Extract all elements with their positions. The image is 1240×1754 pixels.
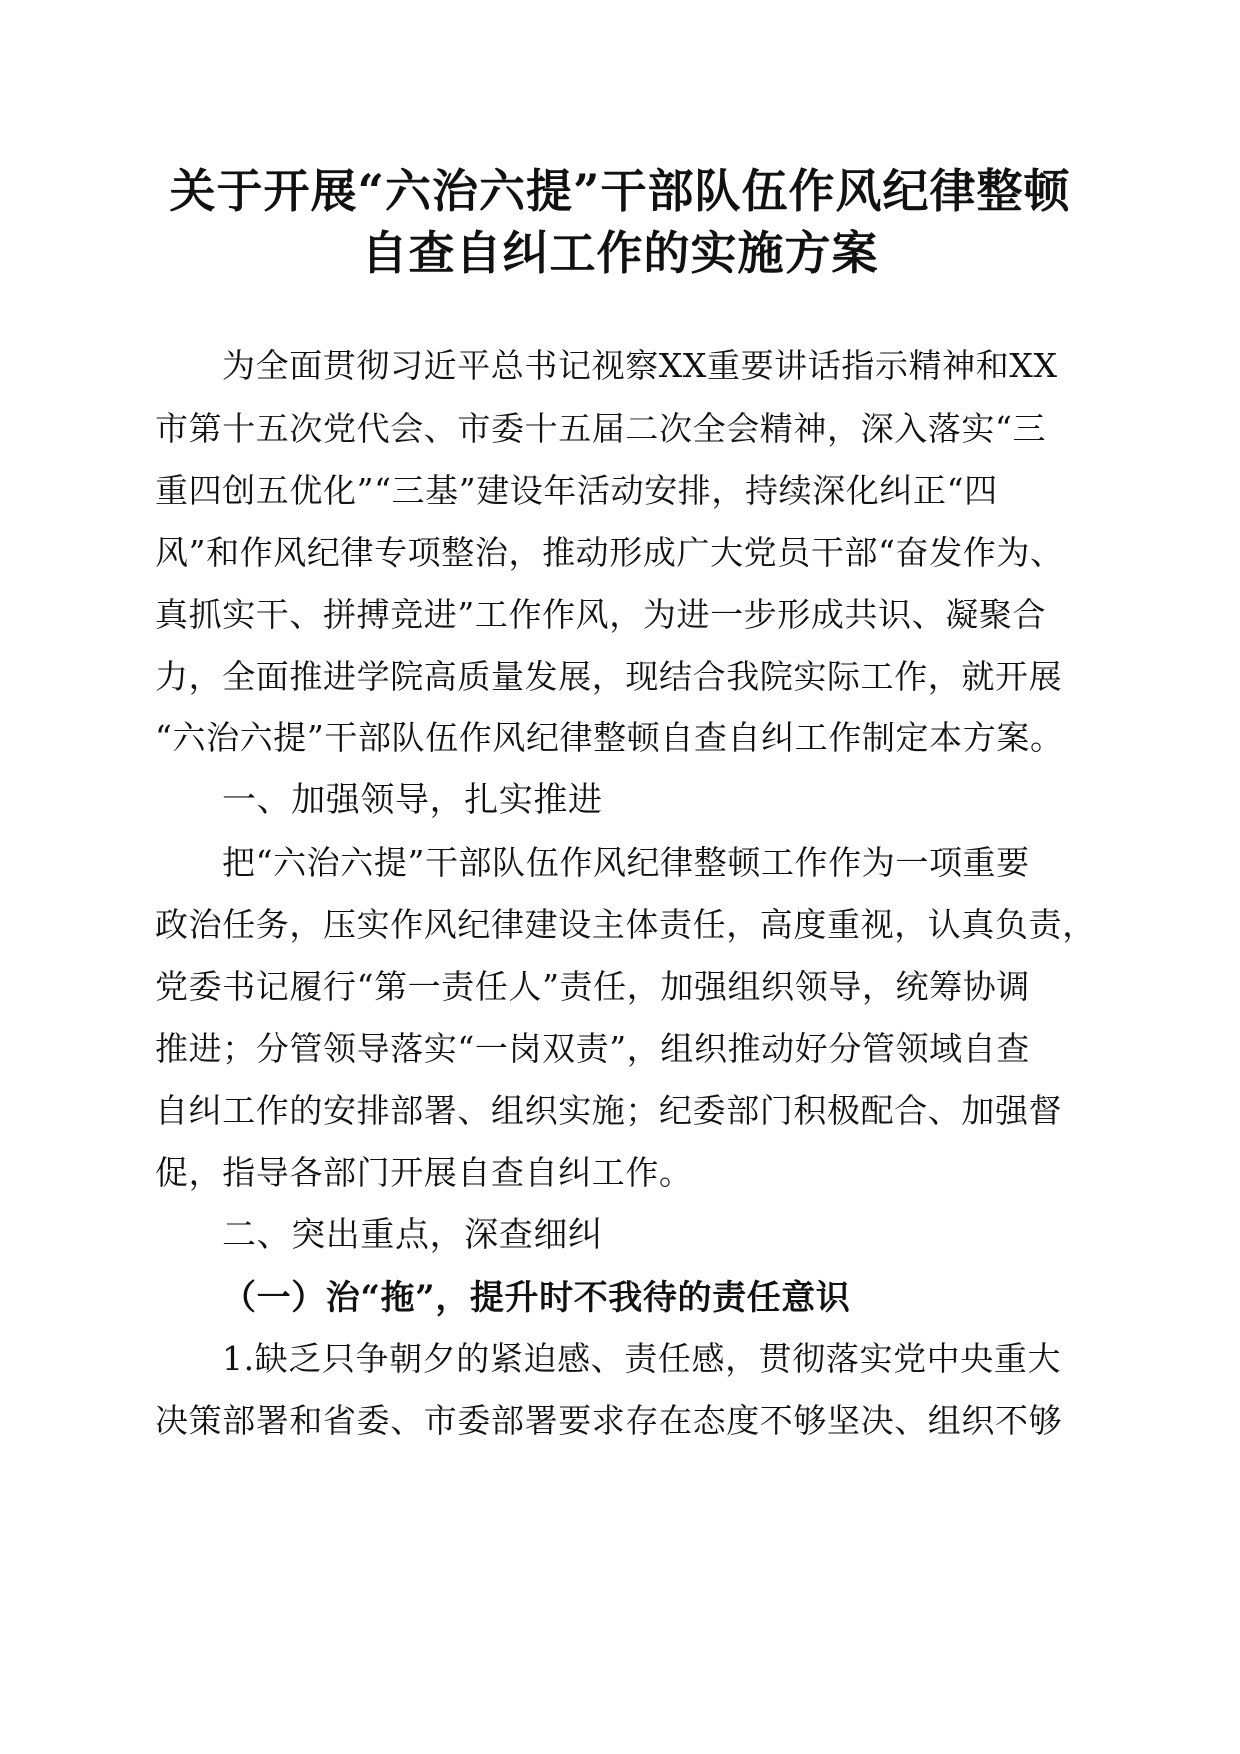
body-line-3: 重四创五优化”“三基”建设年活动安排，持续深化纠正“四: [155, 471, 998, 510]
body-line-4: 风”和作风纪律专项整治，推动形成广大党员干部“奋发作为、: [155, 533, 1064, 572]
section-heading-1: 一、加强领导，扎实推进: [222, 780, 603, 820]
body-line-8: 把“六治六提”干部队伍作风纪律整顿工作作为一项重要: [222, 843, 1030, 882]
document-title-line-1: 关于开展“六治六提”干部队伍作风纪律整顿: [169, 164, 1071, 218]
body-line-9: 政治任务，压实作风纪律建设主体责任，高度重视，认真负责，: [155, 905, 1096, 944]
body-line-10: 党委书记履行“第一责任人”责任，加强组织领导，统筹协调: [155, 967, 1030, 1006]
body-line-5: 真抓实干、拼搏竞进”工作作风，为进一步形成共识、凝聚合: [155, 595, 1047, 634]
body-line-7: “六治六提”干部队伍作风纪律整顿自查自纠工作制定本方案。: [155, 718, 1064, 757]
body-line-11: 推进；分管领导落实“一岗双责”，组织推动好分管领域自查: [155, 1029, 1030, 1068]
body-line-2: 市第十五次党代会、市委十五届二次全会精神，深入落实“三: [155, 409, 1047, 448]
section-heading-2: 二、突出重点，深查细纠: [222, 1215, 603, 1255]
document-title-line-2: 自查自纠工作的实施方案: [361, 226, 879, 280]
body-line-14: 1.缺乏只争朝夕的紧迫感、责任感，贯彻落实党中央重大: [222, 1339, 1062, 1378]
body-line-1: 为全面贯彻习近平总书记视察XX重要讲话指示精神和XX: [222, 346, 1058, 385]
body-line-12: 自纠工作的安排部署、组织实施；纪委部门积极配合、加强督: [155, 1091, 1063, 1130]
body-line-13: 促，指导各部门开展自查自纠工作。: [155, 1153, 693, 1192]
subsection-heading-1: （一）治“拖”，提升时不我待的责任意识: [222, 1278, 851, 1318]
body-line-15: 决策部署和省委、市委部署要求存在态度不够坚决、组织不够: [155, 1401, 1063, 1440]
body-line-6: 力，全面推进学院高质量发展，现结合我院实际工作，就开展: [155, 657, 1063, 696]
